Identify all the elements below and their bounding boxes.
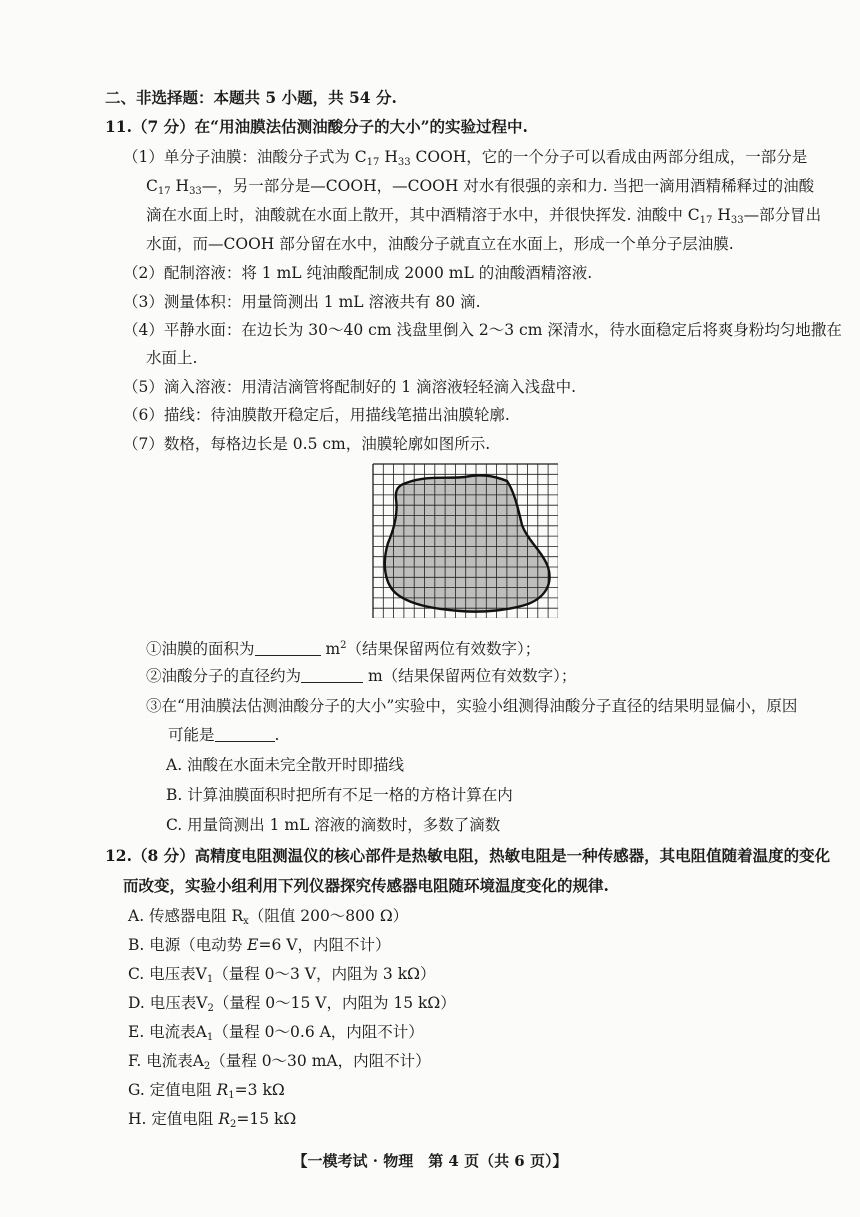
q11-subq2: ②油酸分子的直径约为 m（结果保留两位有效数字）； (146, 667, 577, 685)
q11-subq3-line1: ③在“用油膜法估测油酸分子的大小”实验中，实验小组测得油酸分子直径的结果明显偏小，原因 (146, 697, 798, 715)
q11-option-c: C. 用量筒测出 1 mL 溶液的滴数时，多数了滴数 (166, 816, 501, 834)
answer-blank-area[interactable] (255, 641, 321, 656)
oil-film-area (385, 475, 550, 611)
q11-step1-line3: 滴在水面上时，油酸就在水面上散开，其中酒精溶于水中，并很快挥发. 油酸中 $C_{17}$ $H_{33}—$部分冒出 (146, 206, 822, 226)
answer-blank-diameter[interactable] (301, 668, 363, 683)
section-heading: 二、非选择题：本题共 5 小题，共 54 分. (105, 88, 397, 107)
q12-item-f: F. 电流表$A_2$（量程 0～30 mA，内阻不计） (128, 1052, 431, 1072)
q11-step1-line2: $C_{17}$ $H_{33}—$，另一部分是—COOH，—COOH 对水有很强的亲和力. 当把一滴用酒精稀释过的油酸 (146, 177, 815, 197)
q12-heading-line2: 而改变，实验小组利用下列仪器探究传感器电阻随环境温度变化的规律. (123, 876, 609, 895)
q11-step1-line4: 水面，而—COOH 部分留在水中，油酸分子就直立在水面上，形成一个单分子层油膜. (146, 235, 734, 253)
page-footer: 【一模考试 · 物理 第 4 页（共 6 页）】 (292, 1152, 568, 1170)
q11-option-a: A. 油酸在水面未完全散开时即描线 (166, 756, 405, 774)
q11-heading: 11.（7 分）在“用油膜法估测油酸分子的大小”的实验过程中. (105, 117, 528, 136)
answer-blank-reason[interactable] (215, 727, 275, 742)
q12-item-g: G. 定值电阻 $R_1=3$ kΩ (128, 1081, 285, 1101)
q12-heading-line1: 12.（8 分）高精度电阻测温仪的核心部件是热敏电阻，热敏电阻是一种传感器，其电阻值随着温度的变化 (105, 846, 831, 865)
q11-step4-line1: （4）平静水面：在边长为 30～40 cm 浅盘里倒入 2～3 cm 深清水，待水面稳定后将爽身粉均匀地撒在 (123, 321, 842, 339)
q11-subq3-line2: 可能是 . (168, 726, 280, 744)
q12-item-e: E. 电流表$A_1$（量程 0～0.6 A，内阻不计） (128, 1023, 424, 1043)
q12-item-a: A. 传感器电阻 $R_x$（阻值 200～800 Ω） (128, 907, 409, 927)
q12-item-h: H. 定值电阻 $R_2=15$ kΩ (128, 1110, 297, 1130)
q11-step3: （3）测量体积：用量筒测出 1 mL 溶液共有 80 滴. (123, 293, 481, 311)
oil-film-grid (372, 463, 558, 618)
q11-step1-line1: （1）单分子油膜：油酸分子式为 $C_{17}$ $H_{33}$ COOH，它的一个分子可以看成由两部分组成，一部分是 (123, 148, 808, 168)
q11-step6: （6）描线：待油膜散开稳定后，用描线笔描出油膜轮廓. (123, 406, 510, 424)
q12-item-b: B. 电源（电动势 E=6 V，内阻不计） (128, 936, 391, 954)
q12-item-c: C. 电压表$V_1$（量程 0～3 V，内阻为 3 kΩ） (128, 965, 436, 985)
q11-subq1: ①油膜的面积为 $m^2$（结果保留两位有效数字）； (146, 640, 541, 658)
q12-item-d: D. 电压表$V_2$（量程 0～15 V，内阻为 15 kΩ） (128, 994, 456, 1014)
q11-step5: （5）滴入溶液：用清洁滴管将配制好的 1 滴溶液轻轻滴入浅盘中. (123, 378, 577, 396)
q11-step7: （7）数格，每格边长是 0.5 cm，油膜轮廓如图所示. (123, 435, 491, 453)
q11-step4-line2: 水面上. (146, 349, 198, 367)
q11-option-b: B. 计算油膜面积时把所有不足一格的方格计算在内 (166, 786, 513, 804)
oil-film-figure (372, 463, 558, 622)
q11-step2: （2）配制溶液：将 1 mL 纯油酸配制成 2000 mL 的油酸酒精溶液. (123, 264, 593, 282)
